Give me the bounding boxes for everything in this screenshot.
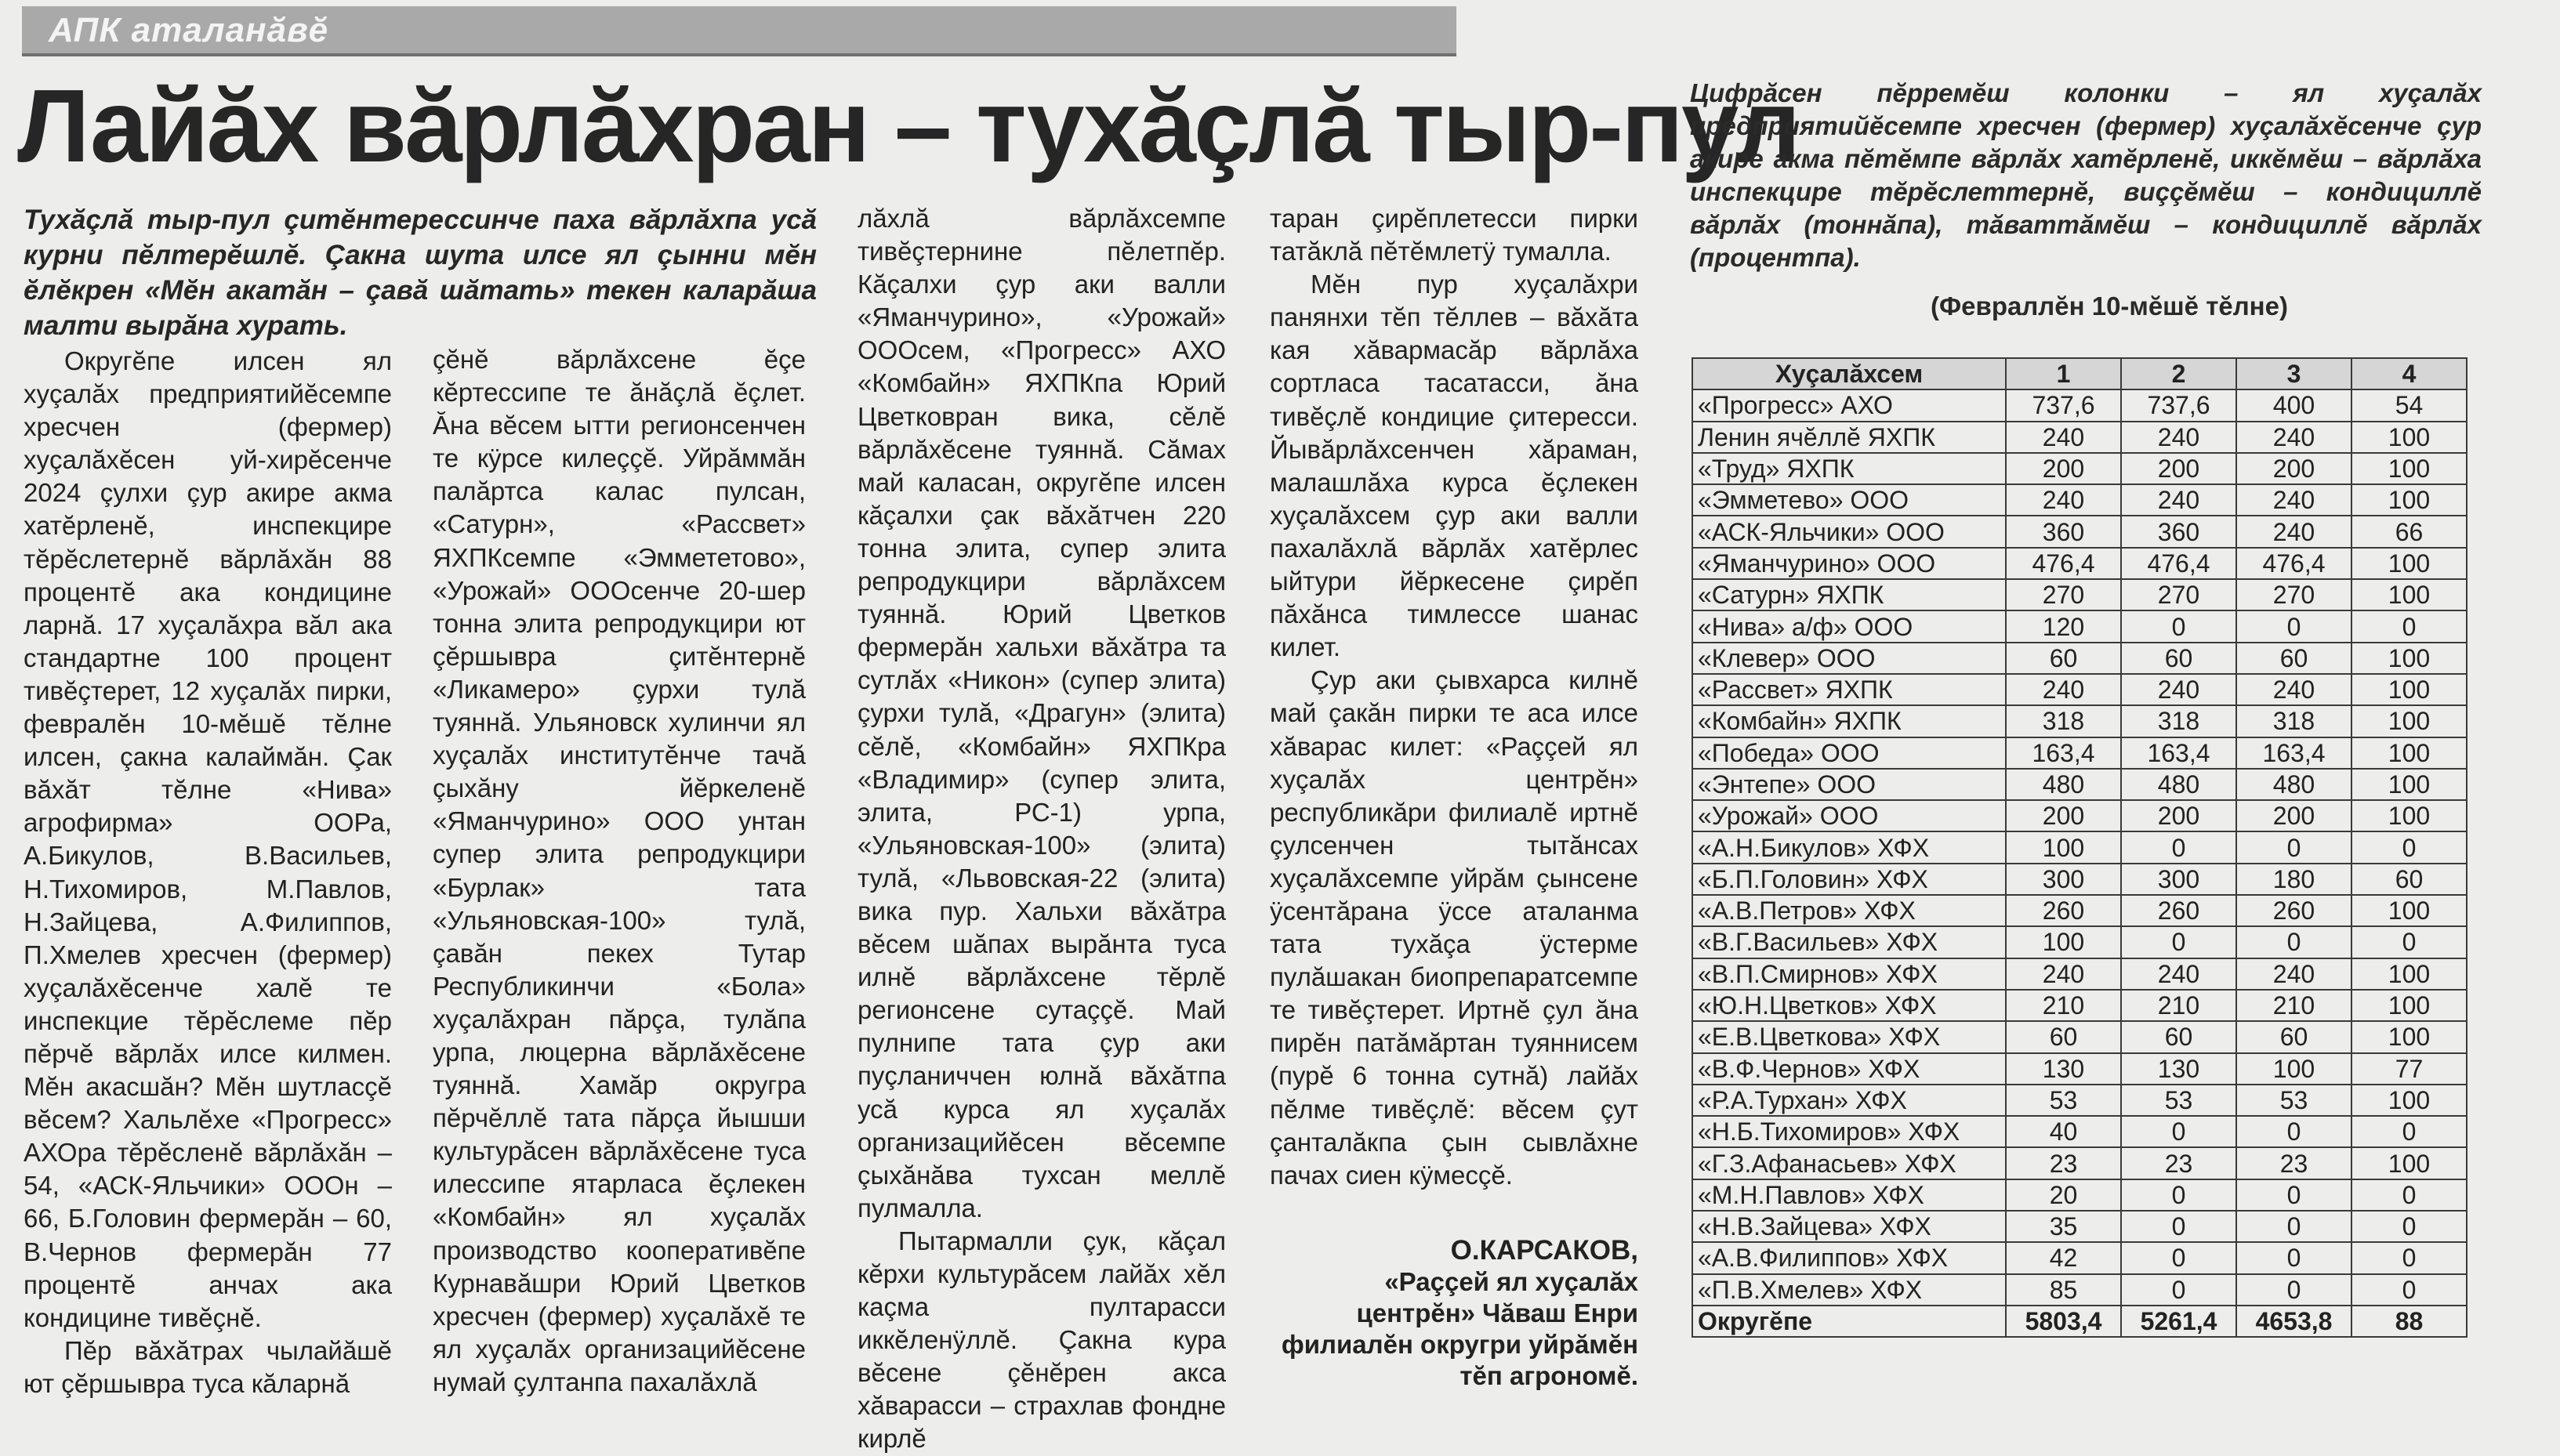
value-cell: 240 [2006,958,2121,990]
value-cell: 200 [2236,453,2352,484]
value-cell: 100 [2006,831,2121,863]
author-name: О.КАРСАКОВ, [1450,1235,1638,1266]
value-cell: 85 [2006,1274,2121,1306]
value-cell: 260 [2121,895,2236,926]
value-cell: 0 [2352,1116,2467,1147]
value-cell: 66 [2352,516,2467,547]
value-cell: 100 [2352,705,2467,737]
value-cell: 360 [2006,516,2121,547]
farm-name-cell: «Труд» ЯХПК [1692,453,2006,484]
value-cell: 0 [2352,1179,2467,1211]
value-cell: 240 [2121,674,2236,705]
author-signature [1270,1235,1638,1392]
value-cell: 318 [2121,705,2236,737]
farm-name-cell: «М.Н.Павлов» ХФХ [1692,1179,2006,1211]
value-cell: 23 [2006,1147,2121,1179]
value-cell: 100 [2352,958,2467,990]
paragraph: Пытармалли çук, кăçал кĕрхи культурăсем лайăх хĕл каçма пултарасси иккĕленÿллĕ. Çакна кура вĕсене çĕнĕрен акса хăварасси – страхлав фондне кирлĕ [858,1226,1226,1454]
value-cell: 476,4 [2006,548,2121,579]
value-cell: 100 [2352,548,2467,579]
value-cell: 0 [2236,926,2352,958]
value-cell: 480 [2236,769,2352,800]
value-cell: 270 [2236,579,2352,610]
farm-name-cell: «Н.Б.Тихомиров» ХФХ [1692,1116,2006,1147]
table-row [1692,926,2467,958]
value-cell: 260 [2236,895,2352,926]
paragraph: çĕнĕ вăрлăхсене ĕçе кĕртессипе те ăнăçлă ĕçлет. Ăна вĕсем ытти регионсенчен те кÿрсе килеççĕ. Уйрăммăн палăртса калас пулсан, «Сатурн», «Рассвет» ЯХПКсемпе «Эммететово», «Урожай» ОООсенче 20-шер тонна элита репродукцири ют çĕршывра çитĕнтернĕ «Ликамеро» çурхи тулă туяннă. Ульяновск хулинчи ял хуçалăх институтĕнче тачă çыхăну йĕркеленĕ «Яманчурино» ООО унтан супер элита репродукцири «Бурлак» тата «Ульяновская-100» тулă, çавăн пекех Тутар Республикинчи «Бола» хуçалăхран пăрçа, тулăпа урпа, люцерна вăрлăхĕсене туяннă. Хамăр округра пĕрчĕллĕ тата пăрçа йышши культурăсен вăрлăхĕсене туса илессипе ятарласа ĕçлекен «Комбайн» ял хуçалăх производство кооперативĕпе Курнавăшри Юрий Цветков хресчен (фермер) хуçалăхĕ те ял хуçалăх организацийĕсене нумай çултанпа пахалăхлă [433,345,806,1396]
value-cell: 210 [2121,990,2236,1021]
value-cell: 53 [2006,1085,2121,1116]
value-cell: 100 [2352,579,2467,610]
table-row [1692,643,2467,674]
table-body [1692,389,2467,1306]
value-cell: 210 [2236,990,2352,1021]
value-cell: 100 [2352,453,2467,484]
value-cell: 100 [2352,769,2467,800]
farm-name-cell: «Прогресс» АХО [1692,389,2006,421]
value-cell: 163,4 [2236,737,2352,769]
value-cell: 60 [2121,1021,2236,1052]
farm-name-cell: «В.П.Смирнов» ХФХ [1692,958,2006,990]
farm-name-cell: «Клевер» ООО [1692,643,2006,674]
table-row [1692,484,2467,516]
value-cell: 20 [2006,1179,2121,1211]
table-row [1692,674,2467,705]
table-row [1692,1211,2467,1242]
farm-name-cell: «В.Ф.Чернов» ХФХ [1692,1053,2006,1085]
table-row [1692,800,2467,831]
value-cell: 130 [2006,1053,2121,1085]
farm-name-cell: «Яманчурино» ООО [1692,548,2006,579]
total-cell: 5803,4 [2006,1306,2121,1337]
header-cell: 3 [2236,358,2352,389]
article-column-1 [24,345,392,1400]
farm-name-cell: «Е.В.Цветкова» ХФХ [1692,1021,2006,1052]
table-row [1692,548,2467,579]
value-cell: 60 [2006,643,2121,674]
total-cell: 5261,4 [2121,1306,2236,1337]
value-cell: 180 [2236,864,2352,895]
farm-name-cell: «Победа» ООО [1692,737,2006,769]
value-cell: 200 [2121,453,2236,484]
farm-name-cell: «Сатурн» ЯХПК [1692,579,2006,610]
table-row [1692,453,2467,484]
farm-name-cell: «Нива» а/ф» ООО [1692,610,2006,642]
value-cell: 60 [2352,864,2467,895]
farm-name-cell: «АСК-Яльчики» ООО [1692,516,2006,547]
value-cell: 300 [2121,864,2236,895]
value-cell: 0 [2236,610,2352,642]
table-row [1692,422,2467,453]
value-cell: 0 [2121,1211,2236,1242]
table-row [1692,610,2467,642]
value-cell: 60 [2006,1021,2121,1052]
table-date: (Февраллĕн 10-мĕшĕ тĕлне) [1931,292,2288,321]
value-cell: 476,4 [2121,548,2236,579]
value-cell: 40 [2006,1116,2121,1147]
value-cell: 130 [2121,1053,2236,1085]
value-cell: 120 [2006,610,2121,642]
header-cell: 2 [2121,358,2236,389]
value-cell: 0 [2121,1179,2236,1211]
headline: Лайăх вăрлăхран – тухăçлă тыр-пул [17,68,1799,183]
value-cell: 240 [2236,516,2352,547]
farm-name-cell: Ленин ячĕллĕ ЯХПК [1692,422,2006,453]
table-total-row [1692,1306,2467,1337]
value-cell: 100 [2352,1147,2467,1179]
table-row [1692,737,2467,769]
farm-name-cell: «В.Г.Васильев» ХФХ [1692,926,2006,958]
value-cell: 240 [2236,484,2352,516]
farm-name-cell: «Рассвет» ЯХПК [1692,674,2006,705]
table-row [1692,864,2467,895]
paragraph: Округĕпе илсен ял хуçалăх предприятийĕсемпе хресчен (фермер) хуçалăхĕсен уй-хирĕсенче 2024 çулхи çур акире акма хатĕрленĕ, инспекцире тĕрĕслетернĕ вăрлăхăн 88 процентĕ ака кондицине ларнă. 17 хуçалăхра вăл ака стандартне 100 процент тивĕçтерет, 12 хуçалăх пирки, февралĕн 10-мĕшĕ тĕлне илсен, çакна калаймăн. Çак вăхăт тĕлне «Нива» агрофирма» ООРа, А.Бикулов, В.Васильев, Н.Тихомиров, М.Павлов, Н.Зайцева, А.Филиппов, П.Хмелев хресчен (фермер) хуçалăхĕсенче халĕ те инспекцие тĕрĕслеме пĕр пĕрчĕ вăрлăх илсе килмен. Мĕн акасшăн? Мĕн шутласçĕ вĕсем? Хальлĕхе «Прогресс» АХОра тĕрĕсленĕ вăрлăхăн – 54, «АСК-Яльчики» ОООн – 66, Б.Головин фермерăн – 60, В.Чернов фермерăн 77 процентĕ анчах ака кондицине тивĕçнĕ. [24,346,392,1332]
farm-name-cell: «Эмметево» ООО [1692,484,2006,516]
farm-name-cell: «Р.А.Турхан» ХФХ [1692,1085,2006,1116]
table-row [1692,990,2467,1021]
value-cell: 100 [2352,422,2467,453]
value-cell: 54 [2352,389,2467,421]
article-column-2 [433,343,806,1399]
value-cell: 0 [2121,1242,2236,1273]
value-cell: 0 [2352,926,2467,958]
value-cell: 240 [2236,958,2352,990]
value-cell: 0 [2121,831,2236,863]
table-row [1692,1053,2467,1085]
seed-table [1692,357,2468,1338]
value-cell: 100 [2352,643,2467,674]
farm-name-cell: «Б.П.Головин» ХФХ [1692,864,2006,895]
value-cell: 0 [2121,1116,2236,1147]
value-cell: 23 [2236,1147,2352,1179]
value-cell: 0 [2236,831,2352,863]
value-cell: 270 [2121,579,2236,610]
value-cell: 100 [2352,895,2467,926]
farm-name-cell: «Энтепе» ООО [1692,769,2006,800]
paragraph: Мĕн пур хуçалăхри панянхи тĕп тĕллев – вăхăта кая хăвармасăр вăрлăха сортласа тасатасси, ăна тивĕçлĕ кондицие çитересси. Йывăрлăхсенчен хăраман, малашлăха курса ĕçлекен хуçалăхсем çур аки валли пахалăхлă вăрлăх хатĕрлес ыйтури йĕркесене çирĕп пăхăнса тимлессе шанас килет. [1270,270,1638,662]
value-cell: 60 [2121,643,2236,674]
table-row [1692,579,2467,610]
value-cell: 60 [2236,643,2352,674]
value-cell: 0 [2236,1242,2352,1273]
value-cell: 318 [2006,705,2121,737]
table-row [1692,1179,2467,1211]
table-row [1692,1274,2467,1306]
table-row [1692,1147,2467,1179]
value-cell: 737,6 [2006,389,2121,421]
value-cell: 0 [2236,1274,2352,1306]
value-cell: 737,6 [2121,389,2236,421]
value-cell: 53 [2121,1085,2236,1116]
total-cell: 88 [2352,1306,2467,1337]
value-cell: 100 [2006,926,2121,958]
paragraph: Çур аки çывхарса килнĕ май çакăн пирки те аса илсе хăварас килет: «Раççей ял хуçалăх центрĕн» республикăри филиалĕ иртнĕ çулсенчен тытăнсах хуçалăхсемпе уйрăм çынсене ÿсентăрана ÿссе аталанма тата тухăça ÿстерме пулăшакан биопрепаратсемпе те тивĕçтерет. Иртнĕ çул ăна пирĕн патăмăртан туяннисем (пурĕ 6 тонна сутнă) лайăх пĕлме тивĕçлĕ: вĕсем çут çанталăкпа çын сывлăхне пачах сиен кÿмесçĕ. [1270,665,1638,1190]
value-cell: 200 [2121,800,2236,831]
table-row [1692,389,2467,421]
table-row [1692,705,2467,737]
value-cell: 260 [2006,895,2121,926]
table-row [1692,1242,2467,1273]
lead-paragraph: Тухăçлă тыр-пул çитĕнтерессинче паха вăрлăхпа усă курни пĕлтерĕшлĕ. Çакна шута илсе ял çынни мĕн ĕлĕкрен «Мĕн акатăн – çавă шăтать» текен каларăша малти вырăна хурать. [24,205,817,341]
value-cell: 240 [2006,422,2121,453]
table-row [1692,831,2467,863]
value-cell: 100 [2352,800,2467,831]
value-cell: 0 [2121,926,2236,958]
value-cell: 240 [2236,422,2352,453]
value-cell: 163,4 [2006,737,2121,769]
value-cell: 100 [2352,737,2467,769]
header-cell: 4 [2352,358,2467,389]
table-row [1692,1085,2467,1116]
value-cell: 42 [2006,1242,2121,1273]
article-column-3 [858,202,1226,1456]
paragraph: лăхлă вăрлăхсемпе тивĕçтернине пĕлетпĕр. Кăçалхи çур аки валли «Яманчурино», «Урожай» ОООсем, «Прогресс» АХО «Комбайн» ЯХПКпа Юрий Цветковран вика, сĕлĕ вăрлăхĕсене туяннă. Сăмах май каласан, округĕпе илсен кăçалхи çак вăхăтчен 220 тонна элита, супер элита репродукцири вăрлăхсем туяннă. Юрий Цветков фермерăн хальхи вăхăтра та сутлăх «Никон» (супер элита) çурхи тулă, «Драгун» (элита) сĕлĕ, «Комбайн» ЯХПКра «Владимир» (супер элита, элита, РС-1) урпа, «Ульяновская-100» (элита) тулă, «Львовская-22 (элита) вика пур. Хальхи вăхăтра вĕсем шăпах вырăнта туса илнĕ вăрлăхсене тĕрлĕ регионсене сутаççĕ. Май пулнипе тата çур аки пуçланиччен юлнă вăхăтпа усă курса ял хуçалăх организацийĕсен вĕсемпе çыхăнăва тухсан меллĕ пулмалла. [858,204,1226,1222]
value-cell: 100 [2352,484,2467,516]
value-cell: 77 [2352,1053,2467,1085]
table-row [1692,1021,2467,1052]
value-cell: 0 [2236,1211,2352,1242]
value-cell: 480 [2006,769,2121,800]
total-cell: 4653,8 [2236,1306,2352,1337]
value-cell: 200 [2006,800,2121,831]
value-cell: 0 [2236,1116,2352,1147]
value-cell: 240 [2121,422,2236,453]
value-cell: 240 [2006,674,2121,705]
farm-name-cell: «Ю.Н.Цветков» ХФХ [1692,990,2006,1021]
value-cell: 240 [2121,484,2236,516]
table-caption: Цифрăсен пĕрремĕш колонки – ял хуçалăх предприятийĕсемпе хресчен (фермер) хуçалăхĕсенче çур акире акма пĕтĕмпе вăрлăх хатĕрленĕ, иккĕмĕш – вăрлăха инспекцире тĕрĕслеттернĕ, виççĕмĕш – кондициллĕ вăрлăх (тоннăпа), тăваттăмĕш – кондициллĕ вăрлăх (процентпа). [1690,78,2482,272]
header-cell: 1 [2006,358,2121,389]
value-cell: 210 [2006,990,2121,1021]
value-cell: 100 [2352,674,2467,705]
farm-name-cell: «Урожай» ООО [1692,800,2006,831]
value-cell: 0 [2352,1211,2467,1242]
value-cell: 240 [2121,958,2236,990]
paragraph: таран çирĕплетесси пирки татăклă пĕтĕмлетÿ тумалла. [1270,204,1638,266]
value-cell: 360 [2121,516,2236,547]
value-cell: 200 [2006,453,2121,484]
value-cell: 270 [2006,579,2121,610]
farm-name-cell: «Г.З.Афанасьев» ХФХ [1692,1147,2006,1179]
value-cell: 0 [2352,610,2467,642]
table-row [1692,1116,2467,1147]
rubric-label: АПК аталанăвĕ [49,11,329,49]
header-cell: Хуçалăхсем [1692,358,2006,389]
value-cell: 23 [2121,1147,2236,1179]
farm-name-cell: «А.Н.Бикулов» ХФХ [1692,831,2006,863]
farm-name-cell: «А.В.Филиппов» ХФХ [1692,1242,2006,1273]
value-cell: 100 [2236,1053,2352,1085]
value-cell: 100 [2352,1021,2467,1052]
farm-name-cell: «П.В.Хмелев» ХФХ [1692,1274,2006,1306]
value-cell: 240 [2236,674,2352,705]
table-row [1692,895,2467,926]
value-cell: 0 [2352,831,2467,863]
table-row [1692,958,2467,990]
value-cell: 318 [2236,705,2352,737]
value-cell: 53 [2236,1085,2352,1116]
value-cell: 100 [2352,1085,2467,1116]
total-label: Округĕпе [1692,1306,2006,1337]
table-row [1692,769,2467,800]
value-cell: 163,4 [2121,737,2236,769]
value-cell: 100 [2352,990,2467,1021]
value-cell: 0 [2121,1274,2236,1306]
value-cell: 35 [2006,1211,2121,1242]
value-cell: 200 [2236,800,2352,831]
author-title: «Раççей ял хуçалăх центрĕн» Чăваш Енри филиалĕн округри уйрăмĕн тĕп агрономĕ. [1281,1267,1638,1390]
value-cell: 480 [2121,769,2236,800]
paragraph: Пĕр вăхăтрах чылайăшĕ ют çĕршывра туса кăларнă [24,1335,392,1398]
rubric-bar [22,6,1456,56]
value-cell: 0 [2352,1274,2467,1306]
value-cell: 0 [2121,610,2236,642]
value-cell: 0 [2352,1242,2467,1273]
farm-name-cell: «Комбайн» ЯХПК [1692,705,2006,737]
value-cell: 300 [2006,864,2121,895]
table-row [1692,516,2467,547]
value-cell: 240 [2006,484,2121,516]
table-header-row [1692,358,2467,389]
farm-name-cell: «Н.В.Зайцева» ХФХ [1692,1211,2006,1242]
farm-name-cell: «А.В.Петров» ХФХ [1692,895,2006,926]
value-cell: 60 [2236,1021,2352,1052]
value-cell: 476,4 [2236,548,2352,579]
value-cell: 400 [2236,389,2352,421]
article-column-4 [1270,202,1638,1192]
value-cell: 0 [2236,1179,2352,1211]
